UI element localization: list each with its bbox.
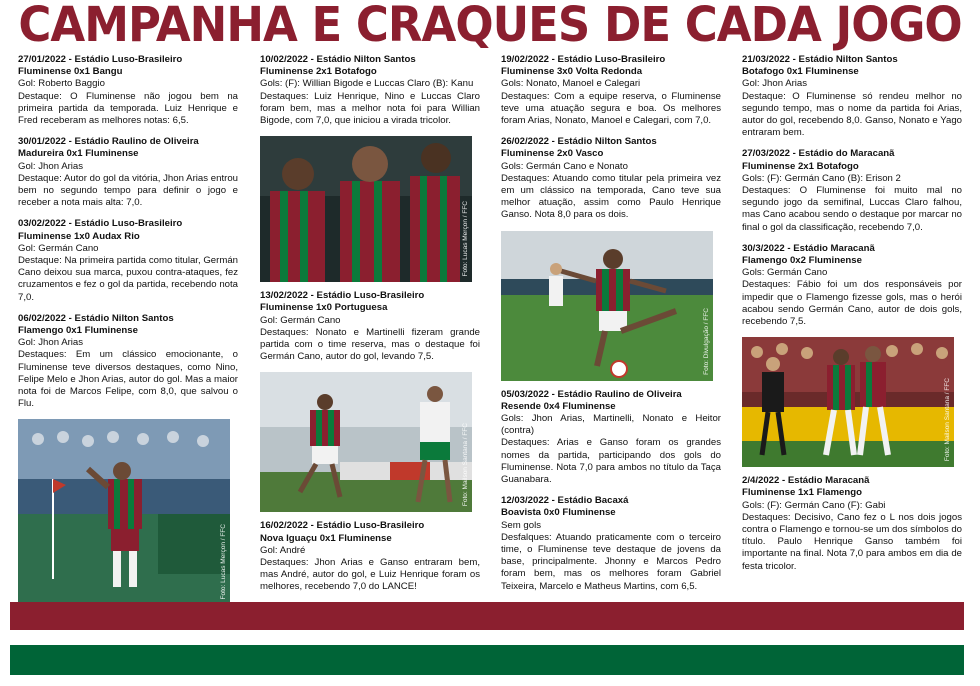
match-entry [260, 290, 480, 363]
match-date-venue: 27/01/2022 - Estádio Luso-Brasileiro [18, 54, 183, 65]
match-entry [501, 389, 721, 487]
match-highlights: Desfalques: Atuando praticamente com o terceiro time, o Fluminense teve destaque de jovens da base, principalmente. Jhonny e Marcos Pedro foram bem, mas os melhores foram Gabriel Teixeira, Marcelo e Matheus Martins, com 6,5. [501, 531, 721, 592]
match-entry [18, 313, 238, 411]
match-goals: Gols: (F): Germán Cano (B): Erison 2 [742, 172, 901, 184]
photo-credit: Foto: Lucas Merçon / FFC [220, 523, 227, 600]
match-score: Fluminense 3x0 Volta Redonda [501, 66, 643, 78]
match-entry [501, 54, 721, 127]
match-entry [742, 54, 962, 139]
match-highlights: Destaques: Decisivo, Cano fez o L nos dois jogos contra o Flamengo e tornou-se um dos símbolos do título. Paulo Henrique Ganso também foi importante na final. Nota 7,0 para ambos em dia de festa tricolor. [742, 511, 962, 572]
match-entry [18, 136, 238, 209]
match-score: Nova Iguaçu 0x1 Fluminense [260, 532, 392, 544]
photo-player-shooting [501, 231, 713, 381]
match-date-venue: 30/3/2022 - Estádio Maracanã [742, 242, 875, 254]
match-date-venue: 12/03/2022 - Estádio Bacaxá [501, 495, 629, 507]
column-4 [742, 54, 962, 582]
match-date-venue: 27/03/2022 - Estádio do Maracanã [742, 148, 895, 160]
match-date-venue: 13/02/2022 - Estádio Luso-Brasileiro [260, 290, 425, 302]
match-entry [18, 54, 238, 127]
match-score: Flamengo 0x1 Fluminense [18, 325, 138, 337]
match-highlights: Destaque: Na primeira partida como titular, Germán Cano deixou sua marca, puxou contra-ataques, fez cruzamentos e fez o gol da partida, recebendo nota 7,0. [18, 255, 238, 303]
match-entry [742, 148, 962, 233]
match-highlights: Destaques: Atuando como titular pela primeira vez em um clássico na temporada, Cano teve sua melhor atuação, assim como Paulo Henrique Ganso. Nota 8,0 para os dois. [501, 172, 721, 221]
match-entry [742, 475, 962, 573]
match-goals: Gol: Jhon Arias [18, 337, 84, 349]
match-highlights: Destaques: Nonato e Martinelli fizeram grande partida com o time reserva, mas o destaque foi Germán Cano, autor do gol, levando 7,5. [260, 326, 480, 363]
match-highlights: Destaques: Luiz Henrique, Nino e Luccas Claro foram bem, mas a melhor nota foi para Willian Bigode, com 7,0, que iniciou a virada tricolor. [260, 90, 480, 127]
match-date-venue: 19/02/2022 - Estádio Luso-Brasileiro [501, 54, 666, 65]
match-score: Fluminense 2x1 Botafogo [742, 160, 859, 172]
match-highlights: Destaques: Com a equipe reserva, o Fluminense teve uma atuação segura e boa. Os melhores foram Arias, Nonato, Manoel e Calegari, com 7,0. [501, 90, 721, 127]
column-3 [501, 54, 721, 602]
photo-player-action [260, 372, 472, 512]
match-highlights: Destaque: Autor do gol da vitória, Jhon Arias entrou bem no segundo tempo para definir o jogo e receber a nota mais alta: 7,0. [18, 172, 238, 209]
match-score: Boavista 0x0 Fluminense [501, 507, 616, 519]
match-goals: Gol: Jhon Arias [742, 78, 808, 90]
match-score: Fluminense 2x0 Vasco [501, 148, 604, 160]
match-score: Fluminense 1x0 Portuguesa [260, 302, 388, 314]
match-score: Fluminense 1x1 Flamengo [742, 487, 862, 499]
photo-team-celebration [260, 136, 472, 282]
match-goals: Gol: Jhon Arias [18, 160, 84, 172]
match-entry [501, 495, 721, 593]
page-headline: CAMPANHA E CRAQUES DE CADA JOGO [18, 0, 962, 53]
column-2 [260, 54, 480, 603]
match-goals: Gols: (F): Willian Bigode e Luccas Claro (B): Kanu [260, 78, 474, 90]
match-goals: Gol: Germán Cano [18, 242, 99, 254]
match-goals: Sem gols [501, 519, 541, 531]
match-entry [18, 218, 238, 303]
photo-credit: Foto: Divulgação / FFC [703, 307, 710, 375]
match-highlights: Destaques: Fábio foi um dos responsáveis por impedir que o Flamengo fizesse gols, mas o herói acabou sendo Germán Cano, autor de dois gols, recebendo 7,5. [742, 279, 962, 328]
match-entry [501, 136, 721, 221]
match-date-venue: 21/03/2022 - Estádio Nilton Santos [742, 54, 898, 65]
match-highlights: Destaque: O Fluminense só rendeu melhor no segundo tempo, mas o nome da partida foi Arias, autor do gol, recebendo 8,0. Ganso, Nonato e Yago entraram bem. [742, 90, 962, 139]
match-date-venue: 10/02/2022 - Estádio Nilton Santos [260, 54, 416, 65]
match-highlights: Destaques: Arias e Ganso foram os grandes nomes da partida, participando dos gols do Fluminense. Nota 7,0 para ambos no título da Taça Guanabara. [501, 437, 721, 486]
photo-credit: Foto: Lucas Merçon / FFC [462, 200, 469, 277]
match-score: Fluminense 2x1 Botafogo [260, 66, 377, 78]
footer-band-verde [10, 645, 964, 675]
match-goals: Gols: Jhon Arias, Martinelli, Nonato e Heitor (contra) [501, 413, 721, 437]
match-highlights: Destaque: O Fluminense não jogou bem na primeira partida da temporada. Luiz Henrique e Fred receberam as melhores notas: 6,5. [18, 90, 238, 127]
match-goals: Gol: Roberto Baggio [18, 78, 105, 90]
match-score: Botafogo 0x1 Fluminense [742, 66, 859, 78]
match-score: Resende 0x4 Fluminense [501, 400, 616, 412]
match-date-venue: 2/4/2022 - Estádio Maracanã [742, 475, 870, 487]
match-score: Flamengo 0x2 Fluminense [742, 255, 862, 267]
match-goals: Gols: Germán Cano [742, 267, 828, 279]
match-score: Fluminense 1x0 Audax Rio [18, 230, 140, 242]
match-goals: Gols: Germán Cano e Nonato [501, 160, 628, 172]
match-entry [260, 54, 480, 127]
photo-goal-celebration [742, 337, 954, 467]
match-goals: Gol: Germán Cano [260, 314, 341, 326]
match-date-venue: 05/03/2022 - Estádio Raulino de Oliveira [501, 388, 682, 400]
match-goals: Gols: (F): Germán Cano (F): Gabi [742, 499, 886, 511]
match-highlights: Destaques: O Fluminense foi muito mal no segundo jogo da semifinal, Luccas Claro falhou, mas Cano acabou sendo o destaque por marcar no final o gol da classificação, recebendo 7,0. [742, 185, 962, 233]
match-score: Madureira 0x1 Fluminense [18, 148, 139, 160]
match-entry [260, 520, 480, 593]
photo-player-celebration [18, 419, 230, 605]
footer-band-grena [10, 602, 964, 630]
match-highlights: Destaques: Em um clássico emocionante, o Fluminense teve diversos destaques, como Nino, Felipe Melo e Jhon Arias, autor do gol. Mas a maior nota foi de Marcos Felipe, com 8,0, que salvou o Flu. [18, 349, 238, 410]
match-goals: Gol: André [260, 544, 306, 556]
match-highlights: Destaques: Jhon Arias e Ganso entraram bem, mas André, autor do gol, e Luiz Henrique foram os melhores, recebendo 7,0 do LANCE! [260, 557, 480, 593]
column-1 [18, 54, 238, 613]
match-score: Fluminense 0x1 Bangu [18, 66, 123, 78]
match-date-venue: 16/02/2022 - Estádio Luso-Brasileiro [260, 520, 425, 532]
match-date-venue: 26/02/2022 - Estádio Nilton Santos [501, 136, 657, 148]
photo-credit: Foto: Mailson Santana / FFC [462, 423, 469, 507]
photo-credit: Foto: Mailson Santana / FFC [944, 378, 951, 462]
match-date-venue: 30/01/2022 - Estádio Raulino de Oliveira [18, 136, 199, 148]
match-goals: Gols: Nonato, Manoel e Calegari [501, 78, 641, 90]
match-date-venue: 03/02/2022 - Estádio Luso-Brasileiro [18, 218, 183, 230]
match-date-venue: 06/02/2022 - Estádio Nilton Santos [18, 312, 174, 324]
match-entry [742, 243, 962, 328]
